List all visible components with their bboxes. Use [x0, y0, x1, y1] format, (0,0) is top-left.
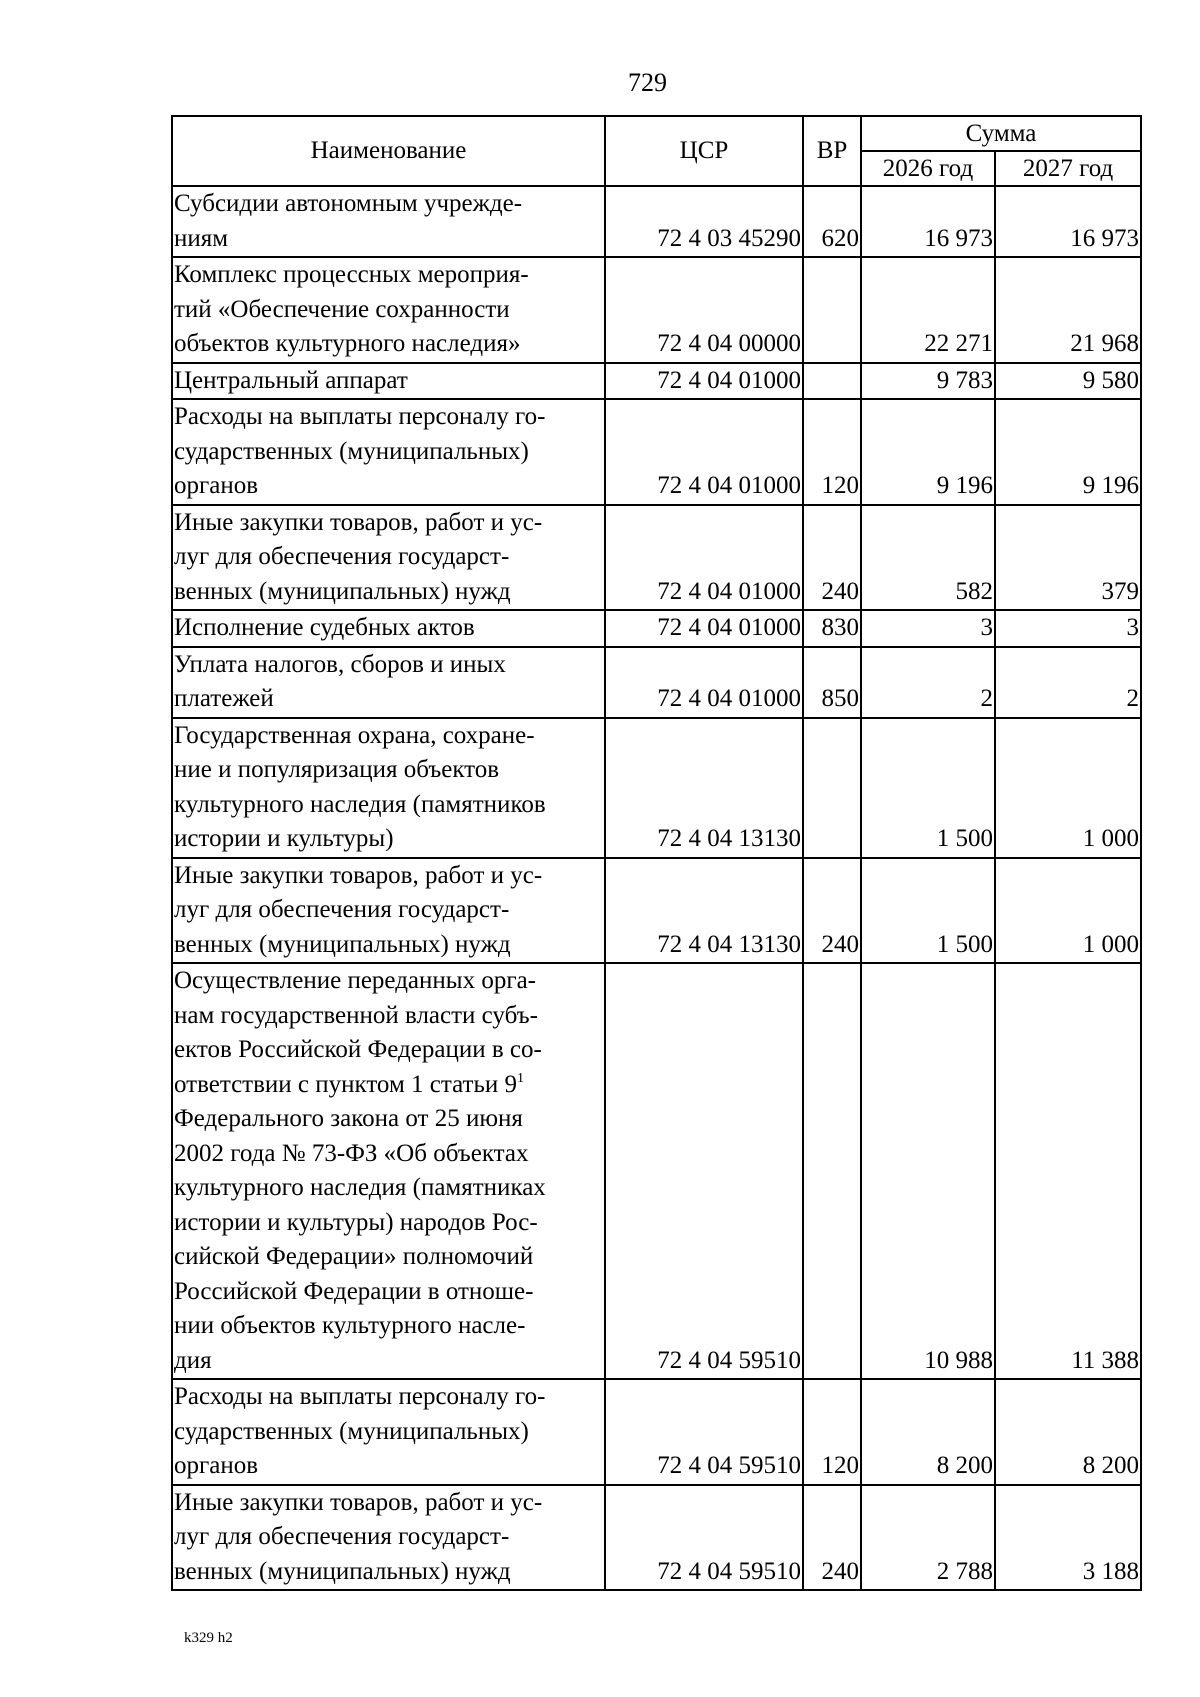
table-row — [172, 858, 1141, 964]
row-vr: 240 — [803, 505, 861, 611]
row-name: Исполнение судебных актов — [172, 610, 605, 647]
row-csr: 72 4 04 01000 — [605, 610, 803, 647]
table-row — [172, 610, 1141, 647]
row-csr: 72 4 04 13130 — [605, 858, 803, 964]
row-vr — [803, 363, 861, 400]
row-sum-2027: 16 973 — [995, 186, 1141, 257]
row-vr — [803, 963, 861, 1379]
page-number: 729 — [628, 68, 667, 97]
row-csr: 72 4 04 01000 — [605, 647, 803, 718]
row-sum-2027: 9 196 — [995, 399, 1141, 505]
row-csr: 72 4 04 59510 — [605, 1379, 803, 1485]
table-row — [172, 1379, 1141, 1485]
table-row — [172, 1485, 1141, 1591]
row-sum-2027: 3 188 — [995, 1485, 1141, 1591]
row-vr: 850 — [803, 647, 861, 718]
row-sum-2027: 1 000 — [995, 718, 1141, 858]
row-vr: 120 — [803, 1379, 861, 1485]
row-vr: 240 — [803, 858, 861, 964]
row-sum-2026: 9 196 — [861, 399, 995, 505]
table-row — [172, 963, 1141, 1379]
row-name: Расходы на выплаты персоналу го- сударственных (муниципальных) органов — [172, 1379, 605, 1485]
row-name: Государственная охрана, сохране- ние и популяризация объектов культурного наследия (памятников истории и культуры) — [172, 718, 605, 858]
table-row — [172, 257, 1141, 363]
row-vr: 830 — [803, 610, 861, 647]
table-row — [172, 399, 1141, 505]
header-year-2027: 2027 год — [995, 151, 1141, 186]
row-sum-2026: 22 271 — [861, 257, 995, 363]
header-sum: Сумма — [861, 116, 1141, 151]
row-vr: 620 — [803, 186, 861, 257]
superscript-mark: 1 — [517, 1070, 525, 1086]
row-name: Субсидии автономным учрежде- ниям — [172, 186, 605, 257]
table-body — [172, 186, 1141, 1590]
row-sum-2026: 3 — [861, 610, 995, 647]
row-csr: 72 4 04 13130 — [605, 718, 803, 858]
row-sum-2026: 1 500 — [861, 718, 995, 858]
table-row — [172, 505, 1141, 611]
row-sum-2026: 8 200 — [861, 1379, 995, 1485]
row-sum-2027: 11 388 — [995, 963, 1141, 1379]
row-vr — [803, 718, 861, 858]
footer-code: k329 h2 — [184, 1630, 233, 1646]
row-csr: 72 4 04 01000 — [605, 399, 803, 505]
row-csr: 72 4 04 59510 — [605, 963, 803, 1379]
table-row — [172, 647, 1141, 718]
row-sum-2026: 1 500 — [861, 858, 995, 964]
row-sum-2026: 9 783 — [861, 363, 995, 400]
row-sum-2027: 21 968 — [995, 257, 1141, 363]
row-name: Осуществление переданных орга- нам государственной власти субъ- ектов Российской Федерации в со- ответствии с пунктом 1 статьи $9^1$ Федерального закона от 25 июня 2002 года № 73-ФЗ «Об объектах культурного наследия (памятниках истории и культуры) народов Рос- сийской Федерации» полномочий Российской Федерации в отноше- нии объектов культурного насле- дия — [172, 963, 605, 1379]
row-sum-2027: 1 000 — [995, 858, 1141, 964]
row-sum-2027: 3 — [995, 610, 1141, 647]
row-csr: 72 4 04 01000 — [605, 505, 803, 611]
header-year-2026: 2026 год — [861, 151, 995, 186]
row-csr: 72 4 04 59510 — [605, 1485, 803, 1591]
row-name: Иные закупки товаров, работ и ус- луг для обеспечения государст- венных (муниципальных) нужд — [172, 858, 605, 964]
row-csr: 72 4 04 01000 — [605, 363, 803, 400]
row-sum-2026: 10 988 — [861, 963, 995, 1379]
header-vr: ВР — [803, 116, 861, 186]
row-csr: 72 4 03 45290 — [605, 186, 803, 257]
budget-table — [171, 115, 1142, 1591]
row-name: Комплекс процессных мероприя- тий «Обеспечение сохранности объектов культурного наследия» — [172, 257, 605, 363]
row-name: Уплата налогов, сборов и иных платежей — [172, 647, 605, 718]
header-name: Наименование — [172, 116, 605, 186]
row-name: Центральный аппарат — [172, 363, 605, 400]
table-row — [172, 363, 1141, 400]
row-sum-2027: 9 580 — [995, 363, 1141, 400]
table-row — [172, 186, 1141, 257]
header-csr: ЦСР — [605, 116, 803, 186]
row-vr — [803, 257, 861, 363]
table-header — [172, 116, 1141, 186]
row-sum-2026: 16 973 — [861, 186, 995, 257]
row-name: Расходы на выплаты персоналу го- сударственных (муниципальных) органов — [172, 399, 605, 505]
row-sum-2027: 379 — [995, 505, 1141, 611]
row-sum-2026: 2 788 — [861, 1485, 995, 1591]
row-vr: 120 — [803, 399, 861, 505]
table-row — [172, 718, 1141, 858]
row-csr: 72 4 04 00000 — [605, 257, 803, 363]
row-sum-2027: 8 200 — [995, 1379, 1141, 1485]
row-sum-2026: 2 — [861, 647, 995, 718]
row-name: Иные закупки товаров, работ и ус- луг для обеспечения государст- венных (муниципальных) нужд — [172, 505, 605, 611]
row-vr: 240 — [803, 1485, 861, 1591]
row-sum-2026: 582 — [861, 505, 995, 611]
row-sum-2027: 2 — [995, 647, 1141, 718]
row-name: Иные закупки товаров, работ и ус- луг для обеспечения государст- венных (муниципальных) нужд — [172, 1485, 605, 1591]
